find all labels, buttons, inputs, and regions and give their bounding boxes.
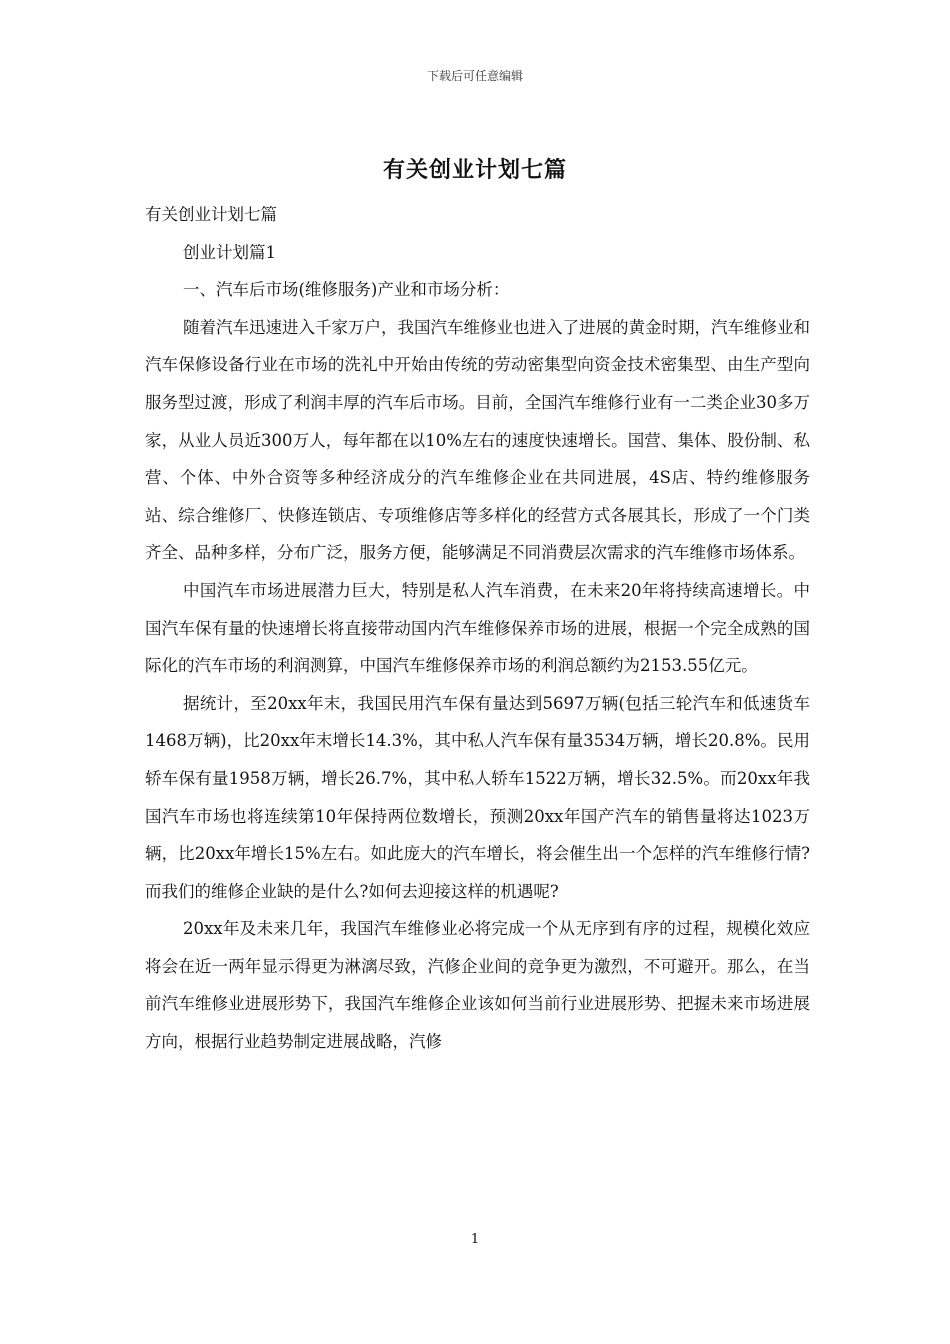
page-header: 下载后可任意编辑 <box>426 69 523 83</box>
paragraph-analysis-heading: 一、汽车后市场(维修服务)产业和市场分析： <box>183 280 510 300</box>
paragraph-subtitle: 有关创业计划七篇 <box>145 205 277 224</box>
paragraph-section-heading: 创业计划篇1 <box>183 242 276 262</box>
paragraph: 中国汽车市场进展潜力巨大，特别是私人汽车消费，在未来20年将持续高速增长。中国汽车保有量的快速增长将直接带动国内汽车维修保养市场的进展，根据一个完全成熟的国际化的汽车市场的利润测算，中国汽车维修保养市场的利润总额约为2153.55亿元。 <box>145 580 810 676</box>
paragraph: 随着汽车迅速进入千家万户，我国汽车维修业也进入了进展的黄金时期，汽车维修业和汽车保修设备行业在市场的洗礼中开始由传统的劳动密集型向资金技术密集型、由生产型向服务型过渡，形成了利润丰厚的汽车后市场。目前，全国汽车维修行业有一二类企业30多万家，从业人员近300万人，每年都在以10%左右的速度快速增长。国营、集体、股份制、私营、个体、中外合资等多种经济成分的汽车维修企业在共同进展，4S店、特约维修服务站、综合维修厂、快修连锁店、专项维修店等多样化的经营方式各展其长，形成了一个门类齐全、品种多样，分布广泛，服务方便，能够满足不同消费层次需求的汽车维修市场体系。 <box>145 317 810 563</box>
paragraph: 据统计，至20xx年末，我国民用汽车保有量达到5697万辆(包括三轮汽车和低速货车1468万辆)，比20xx年末增长14.3%，其中私人汽车保有量3534万辆，增长20.8%。民用轿车保有量1958万辆，增长26.7%，其中私人轿车1522万辆，增长32.5%。而20xx年我国汽车市场也将连续第10年保持两位数增长，预测20xx年国产汽车的销售量将达1023万辆，比20xx年增长15%左右。如此庞大的汽车增长，将会催生出一个怎样的汽车维修行情?而我们的维修企业缺的是什么?如何去迎接这样的机遇呢? <box>145 693 810 901</box>
page-number: 1 <box>470 1232 480 1247</box>
paragraph: 20xx年及未来几年，我国汽车维修业必将完成一个从无序到有序的过程，规模化效应将会在近一两年显示得更为淋漓尽致，汽修企业间的竞争更为激烈，不可避开。那么，在当前汽车维修业进展形势下，我国汽车维修企业该如何当前行业进展形势、把握未来市场进展方向，根据行业趋势制定进展战略，汽修 <box>145 919 810 1052</box>
document-title: 有关创业计划七篇 <box>382 157 567 183</box>
document-body <box>145 196 810 1061</box>
